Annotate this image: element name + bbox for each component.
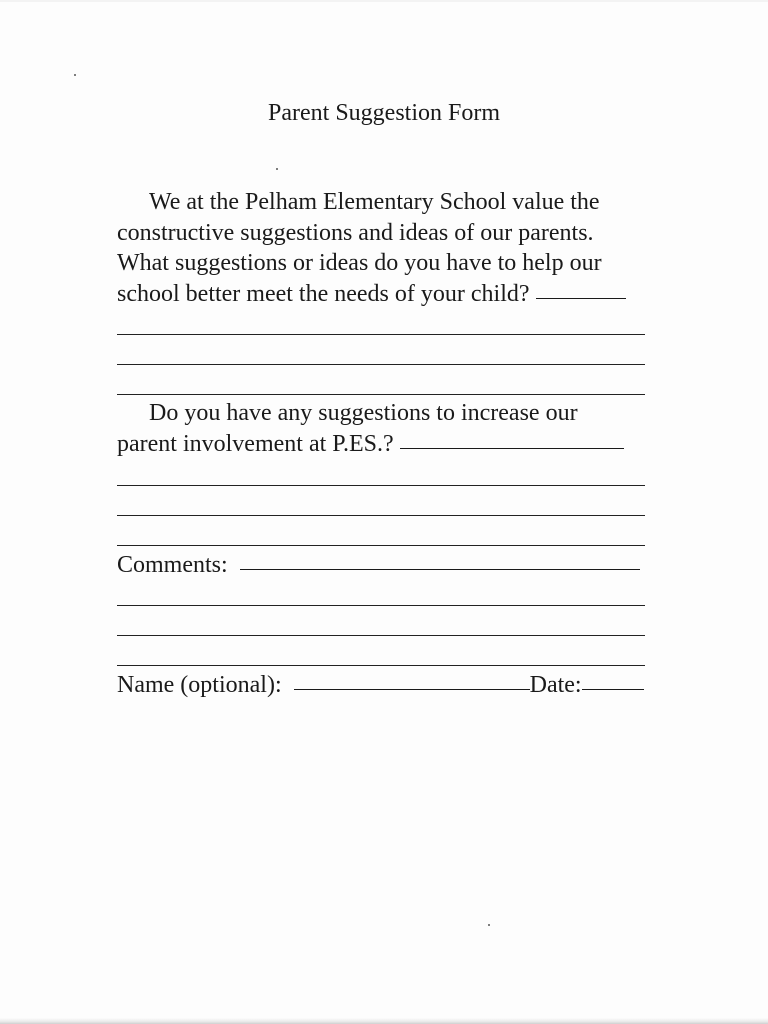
date-answer-blank[interactable]: [582, 688, 644, 690]
comments-answer-line-2[interactable]: [117, 635, 645, 636]
comments-answer-blank[interactable]: [240, 568, 640, 570]
scan-speck: [74, 74, 76, 76]
involvement-answer-line-2[interactable]: [117, 515, 645, 516]
comments-answer-line-3[interactable]: [117, 665, 645, 666]
intro-line-1: We at the Pelham Elementary School value the: [149, 189, 600, 215]
comments-label: Comments:: [117, 552, 228, 578]
involvement-answer-blank[interactable]: [400, 447, 624, 449]
suggestions-answer-line-1[interactable]: [117, 334, 645, 335]
involvement-line-2: parent involvement at P.ES.?: [117, 429, 647, 460]
date-label: Date:: [529, 672, 582, 698]
suggestions-answer-line-2[interactable]: [117, 364, 645, 365]
scan-speck: [276, 168, 278, 170]
involvement-answer-line-3[interactable]: [117, 545, 645, 546]
name-date-row: [117, 670, 644, 700]
intro-paragraph: [117, 187, 647, 309]
involvement-paragraph: [117, 398, 647, 459]
comments-row: [117, 550, 640, 580]
name-label: Name (optional):: [117, 672, 282, 698]
suggestions-answer-blank[interactable]: [536, 297, 626, 299]
scan-bottom-edge: [0, 1018, 768, 1024]
intro-line-3: What suggestions or ideas do you have to help our: [117, 250, 602, 276]
intro-line-2: constructive suggestions and ideas of our parents.: [117, 219, 594, 246]
involvement-line-1: Do you have any suggestions to increase our: [149, 400, 578, 426]
comments-answer-line-1[interactable]: [117, 605, 645, 606]
scan-speck: [488, 924, 490, 926]
form-title: Parent Suggestion Form: [268, 100, 500, 126]
suggestions-answer-line-3[interactable]: [117, 394, 645, 395]
intro-line-4: school better meet the needs of your child?: [117, 279, 647, 310]
involvement-answer-line-1[interactable]: [117, 485, 645, 486]
name-answer-blank[interactable]: [294, 688, 530, 690]
scan-top-edge: [0, 0, 768, 2]
